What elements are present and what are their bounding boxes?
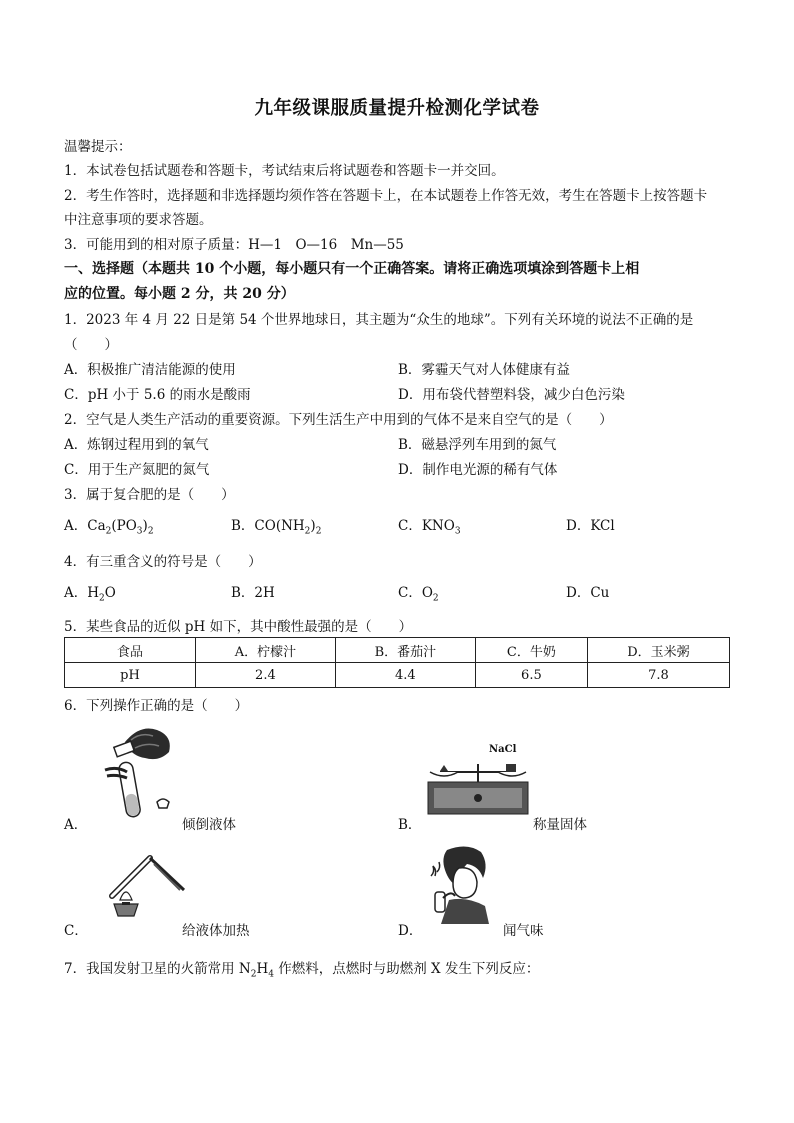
heating-liquid-illustration xyxy=(88,852,190,920)
q1-option-b: B．雾霾天气对人体健康有益 xyxy=(398,362,570,378)
q7-fuel-formula: $N_2H_4$ xyxy=(238,961,274,980)
tip-2-cont: 中注意事项的要求答题。 xyxy=(64,212,213,228)
q4-option-a-formula: $H_2O$ xyxy=(87,585,116,604)
q3-option-b-label: B． xyxy=(231,518,255,534)
table-header-cell: D．玉米粥 xyxy=(587,638,729,663)
q6-option-c-label: C． xyxy=(64,923,88,939)
section-heading: 一、选择题（本题共 10 个小题，每小题只有一个正确答案。请将正确选项填涂到答题卡上相 xyxy=(64,261,640,277)
q1-option-c: C．pH 小于 5.6 的雨水是酸雨 xyxy=(64,387,251,403)
q1-option-a: A．积极推广清洁能源的使用 xyxy=(64,362,236,378)
table-cell: 4.4 xyxy=(335,663,475,688)
q3-option-a-formula: $Ca_2(PO_3)_2$ xyxy=(87,518,154,537)
q3-option-c-formula: $KNO_3$ xyxy=(421,518,461,537)
q7-stem-pre: 7．我国发射卫星的火箭常用 xyxy=(64,961,239,977)
table-row xyxy=(65,638,730,663)
table-cell: 2.4 xyxy=(196,663,336,688)
balance-scale-illustration xyxy=(420,752,538,822)
q6-option-d-label: D． xyxy=(398,923,423,939)
q6-option-d-text: 闻气味 xyxy=(503,923,544,939)
q3-stem: 3．属于复合肥的是（ ） xyxy=(64,487,235,503)
q2-option-b: B．磁悬浮列车用到的氮气 xyxy=(398,437,557,453)
table-header-cell: A．柠檬汁 xyxy=(196,638,336,663)
q6-option-c-text: 给液体加热 xyxy=(182,923,250,939)
table-row xyxy=(65,663,730,688)
q4-option-c-label: C． xyxy=(398,585,422,601)
smelling-gas-illustration xyxy=(423,842,495,924)
q4-option-c xyxy=(398,581,439,604)
q4-option-b: B．2H xyxy=(231,585,275,601)
q4-option-a-label: A． xyxy=(64,585,88,601)
q6-option-b-label: B． xyxy=(398,817,422,833)
table-header-cell: C．牛奶 xyxy=(475,638,587,663)
q2-option-d: D．制作电光源的稀有气体 xyxy=(398,462,558,478)
table-cell: 6.5 xyxy=(475,663,587,688)
q4-option-c-formula: $O_2$ xyxy=(421,585,439,604)
tip-1: 1．本试卷包括试题卷和答题卡，考试结束后将试题卷和答题卡一并交回。 xyxy=(64,163,505,179)
table-cell: pH xyxy=(65,663,196,688)
q3-option-a-label: A． xyxy=(64,518,88,534)
q6-option-a-label: A． xyxy=(64,817,88,833)
q1-paren: （ ） xyxy=(64,337,118,353)
q4-stem: 4．有三重含义的符号是（ ） xyxy=(64,554,262,570)
q7-stem-post: 作燃料，点燃时与助燃剂 X 发生下列反应： xyxy=(273,961,540,977)
ph-table xyxy=(64,637,730,688)
q4-option-d: D．Cu xyxy=(566,585,610,601)
q7-stem xyxy=(64,957,539,980)
q1-stem: 1．2023 年 4 月 22 日是第 54 个世界地球日，其主题为“众生的地球”。下列有关环境的说法不正确的是 xyxy=(64,312,694,328)
section-heading-cont: 应的位置。每小题 2 分，共 20 分） xyxy=(64,286,295,302)
q3-option-d: D．KCl xyxy=(566,518,615,534)
q3-option-b-formula: $CO(NH_2)_2$ xyxy=(254,518,322,537)
q5-stem: 5．某些食品的近似 pH 如下，其中酸性最强的是（ ） xyxy=(64,619,413,635)
tip-2: 2．考生作答时，选择题和非选择题均须作答在答题卡上，在本试题卷上作答无效，考生在答题卡上按答题卡 xyxy=(64,188,708,204)
q2-option-c: C．用于生产氮肥的氮气 xyxy=(64,462,210,478)
q2-option-a: A．炼钢过程用到的氧气 xyxy=(64,437,209,453)
q4-option-a xyxy=(64,581,116,604)
tip-3: 3．可能用到的相对原子质量：H—1 O—16 Mn—55 xyxy=(64,237,404,253)
q1-option-d: D．用布袋代替塑料袋，减少白色污染 xyxy=(398,387,625,403)
tips-heading: 温馨提示： xyxy=(64,139,132,155)
table-header-cell: B．番茄汁 xyxy=(335,638,475,663)
q2-stem: 2．空气是人类生产活动的重要资源。下列生活生产中用到的气体不是来自空气的是（ ） xyxy=(64,412,613,428)
pouring-liquid-illustration xyxy=(95,722,195,827)
q3-option-a xyxy=(64,514,154,537)
q3-option-c-label: C． xyxy=(398,518,422,534)
table-cell: 7.8 xyxy=(587,663,729,688)
q3-option-b xyxy=(231,514,321,537)
q6-option-b-text: 称量固体 xyxy=(533,817,587,833)
q6-stem: 6．下列操作正确的是（ ） xyxy=(64,698,249,714)
page-title: 九年级课服质量提升检测化学试卷 xyxy=(254,98,540,119)
nacl-label: NaCl xyxy=(489,744,517,755)
q3-option-c xyxy=(398,514,461,537)
q6-option-a-text: 倾倒液体 xyxy=(182,817,236,833)
table-header-cell: 食品 xyxy=(65,638,196,663)
